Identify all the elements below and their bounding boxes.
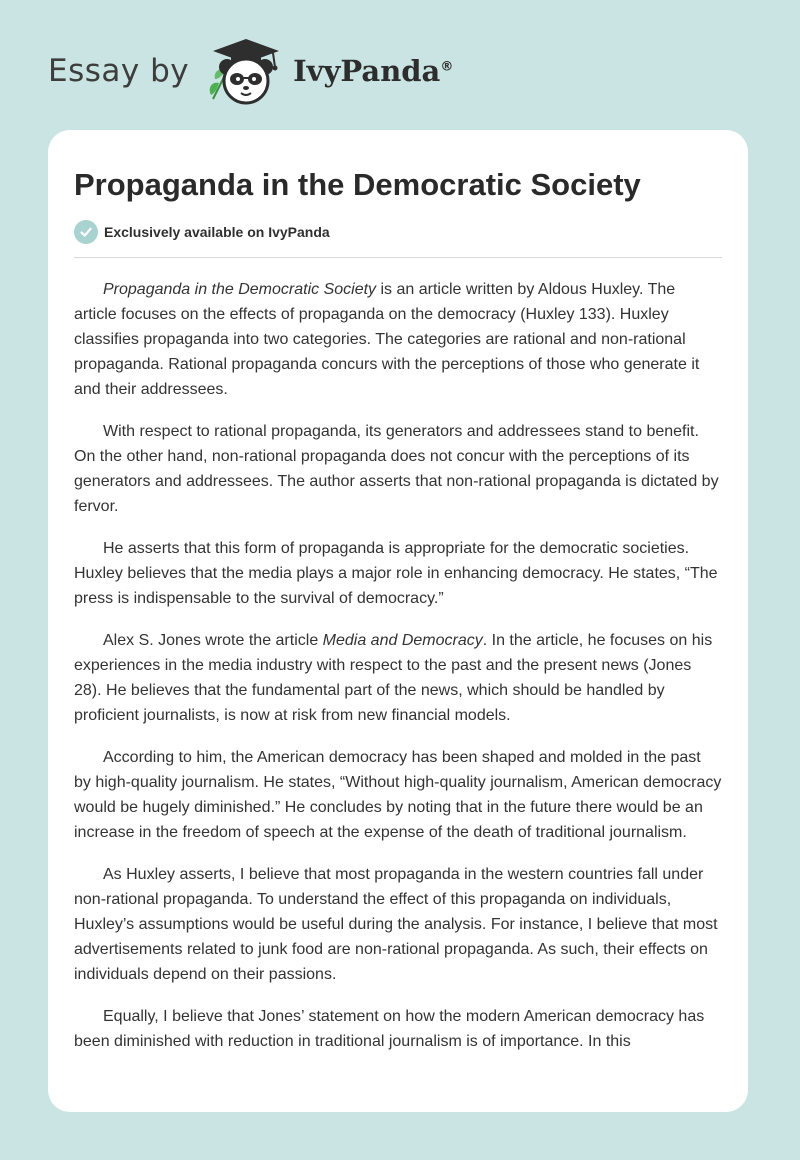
registered-mark: ® xyxy=(440,59,454,75)
exclusive-badge xyxy=(74,220,722,244)
paragraph-4-text-after: . In the article, he focuses on his experiences in the media industry with respect to the past and the present news (Jones 28). He believes that the fundamental part of the news, which should be handled by proficient journalists, is now at risk from new financial models. xyxy=(74,632,713,724)
brand-prefix: Essay by xyxy=(48,53,190,89)
essay-card xyxy=(48,130,748,1112)
paragraph-4 xyxy=(74,628,722,728)
paragraph-2: With respect to rational propaganda, its generators and addressees stand to benefit. On the other hand, non-rational propaganda does not concur with the perceptions of its generators and addressees. The author asserts that non-rational propaganda is dictated by fervor. xyxy=(74,423,719,515)
check-circle-icon xyxy=(74,220,98,244)
paragraph-3: He asserts that this form of propaganda is appropriate for the democratic societies. Huxley believes that the media plays a major role in enhancing democracy. He states, “The press is indispensable to the survival of democracy.” xyxy=(74,540,718,607)
paragraph-7: Equally, I believe that Jones’ statement on how the modern American democracy has been diminished with reduction in traditional journalism is of importance. In this xyxy=(74,1008,705,1050)
article-title-reference: Media and Democracy xyxy=(322,632,483,649)
paragraph-1 xyxy=(74,277,722,402)
brand-name[interactable] xyxy=(293,54,453,88)
paragraph-6: As Huxley asserts, I believe that most propaganda in the western countries fall under non-rational propaganda. To understand the effect of this propaganda on individuals, Huxley’s assumptions would be useful during the analysis. For instance, I believe that most advertisements related to junk food are non-rational propaganda. As such, their effects on individuals depend on their passions. xyxy=(74,866,718,983)
article-title-reference: Propaganda in the Democratic Society xyxy=(103,281,377,298)
essay-body xyxy=(74,277,722,1054)
paragraph-1-text: is an article written by Aldous Huxley. The article focuses on the effects of propaganda on the democracy (Huxley 133). Huxley classifies propaganda into two categories. The categories are rational and non-rational propaganda. Rational propaganda concurs with the perceptions of those who generate it and their addressees. xyxy=(74,281,700,398)
panda-logo-icon[interactable] xyxy=(203,35,289,107)
page-title: Propaganda in the Democratic Society xyxy=(74,167,641,202)
brand-header xyxy=(48,36,453,106)
exclusive-badge-label: Exclusively available on IvyPanda xyxy=(104,224,330,240)
paragraph-5: According to him, the American democracy has been shaped and molded in the past by high-quality journalism. He states, “Without high-quality journalism, American democracy would be hugely diminished.” He concludes by noting that in the future there would be an increase in the freedom of speech at the expense of the death of traditional journalism. xyxy=(74,749,722,841)
divider xyxy=(74,257,722,258)
brand-name-text: IvyPanda xyxy=(293,54,441,88)
paragraph-4-text-before: Alex S. Jones wrote the article xyxy=(103,632,323,649)
